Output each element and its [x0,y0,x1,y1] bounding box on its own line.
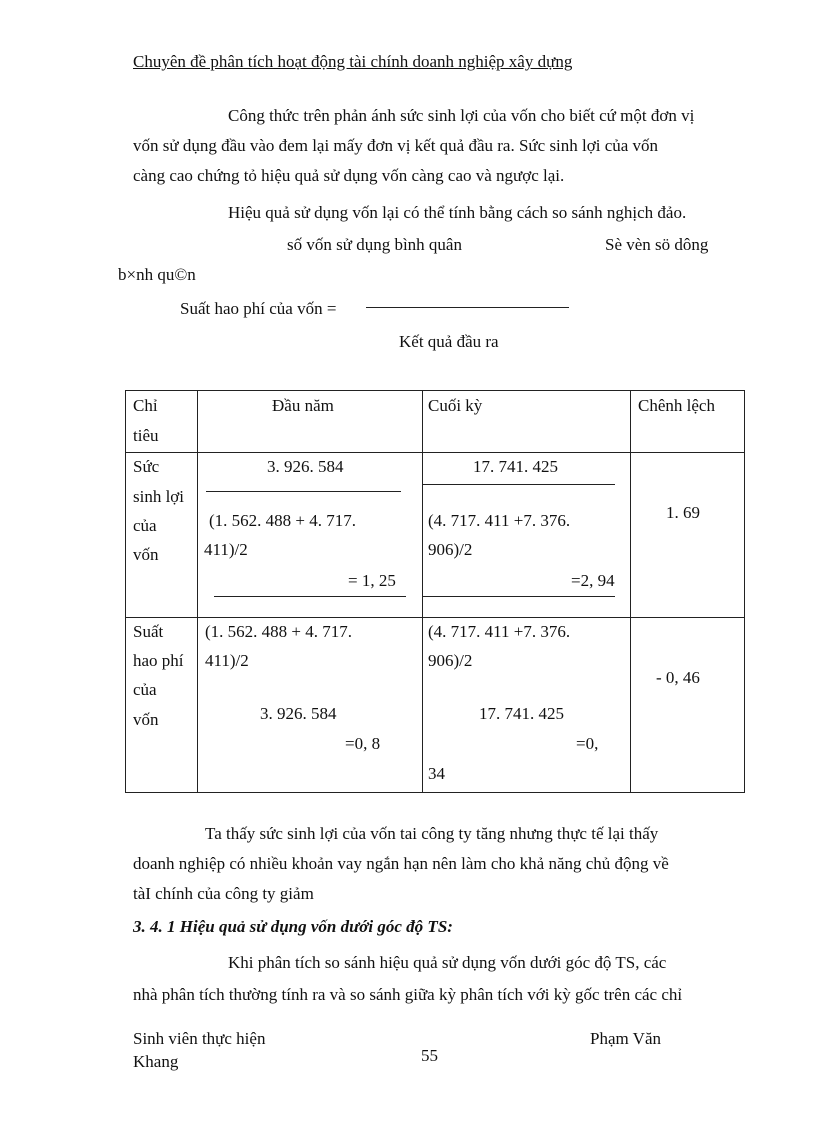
footer-author-name-continued: Khang [133,1052,179,1071]
page-header: Chuyên đề phân tích hoạt động tài chính doanh nghiệp xây dựng [133,52,573,71]
table-cell-label: Suất hao phí của vốn [126,618,198,793]
table-header-cell: Chỉ tiêu [126,391,198,453]
table-cell: (4. 717. 411 +7. 376. 906)/2 17. 741. 425 =0, 34 [423,618,631,793]
table-header-row [126,391,745,453]
fraction-bar [366,307,569,308]
paragraph-line: tàI chính của công ty giảm [133,884,314,903]
fraction-bar [423,596,615,597]
table-row [126,453,745,618]
table-cell: (1. 562. 488 + 4. 717. 411)/2 3. 926. 584 =0, 8 [198,618,423,793]
footer-author-name: Phạm Văn [590,1029,661,1048]
paragraph-line: vốn sử dụng đầu vào đem lại mấy đơn vị kết quả đầu ra. Sức sinh lợi của vốn [133,136,659,155]
paragraph-line: nhà phân tích thường tính ra và so sánh giữa kỳ phân tích với kỳ gốc trên các chỉ [133,985,683,1004]
table-header-cell: Cuối kỳ [423,391,631,453]
formula-garbled-text: Sè vèn sö dông [605,235,709,254]
table-cell: 3. 926. 584 (1. 562. 488 + 4. 717. 411)/2 = 1, 25 [198,453,423,618]
paragraph-line: Hiệu quả sử dụng vốn lại có thể tính bằng cách so sánh nghịch đảo. [228,203,687,222]
formula-numerator: số vốn sử dụng bình quân [287,235,462,254]
table-header-cell: Đầu năm [198,391,423,453]
formula-garbled-text: b×nh qu©n [118,265,196,284]
paragraph-line: Công thức trên phản ánh sức sinh lợi của vốn cho biết cứ một đơn vị [228,106,695,125]
page-number: 55 [421,1046,438,1065]
fraction-bar [206,491,401,492]
table-cell-label: Sức sinh lợi của vốn [126,453,198,618]
table-cell-diff: 1. 69 [631,453,745,618]
table-row [126,618,745,793]
formula-denominator: Kết quả đầu ra [399,332,499,351]
fraction-bar [214,596,406,597]
paragraph-line: càng cao chứng tỏ hiệu quả sử dụng vốn càng cao và ngược lại. [133,166,565,185]
footer-author-label: Sinh viên thực hiện [133,1029,266,1048]
paragraph-line: doanh nghiệp có nhiều khoản vay ngắn hạn nên làm cho khả năng chủ động về [133,854,669,873]
table-cell: 17. 741. 425 (4. 717. 411 +7. 376. 906)/2 =2, 94 [423,453,631,618]
fraction-bar [423,484,615,485]
efficiency-table [125,390,745,793]
table-header-cell: Chênh lệch [631,391,745,453]
paragraph-line: Ta thấy sức sinh lợi của vốn tai công ty tăng nhưng thực tế lại thấy [205,824,659,843]
table-cell-diff: - 0, 46 [631,618,745,793]
paragraph-line: Khi phân tích so sánh hiệu quả sử dụng vốn dưới góc độ TS, các [228,953,667,972]
section-heading: 3. 4. 1 Hiệu quả sử dụng vốn dưới góc độ TS: [133,917,453,936]
formula-label: Suất hao phí của vốn = [180,299,337,318]
